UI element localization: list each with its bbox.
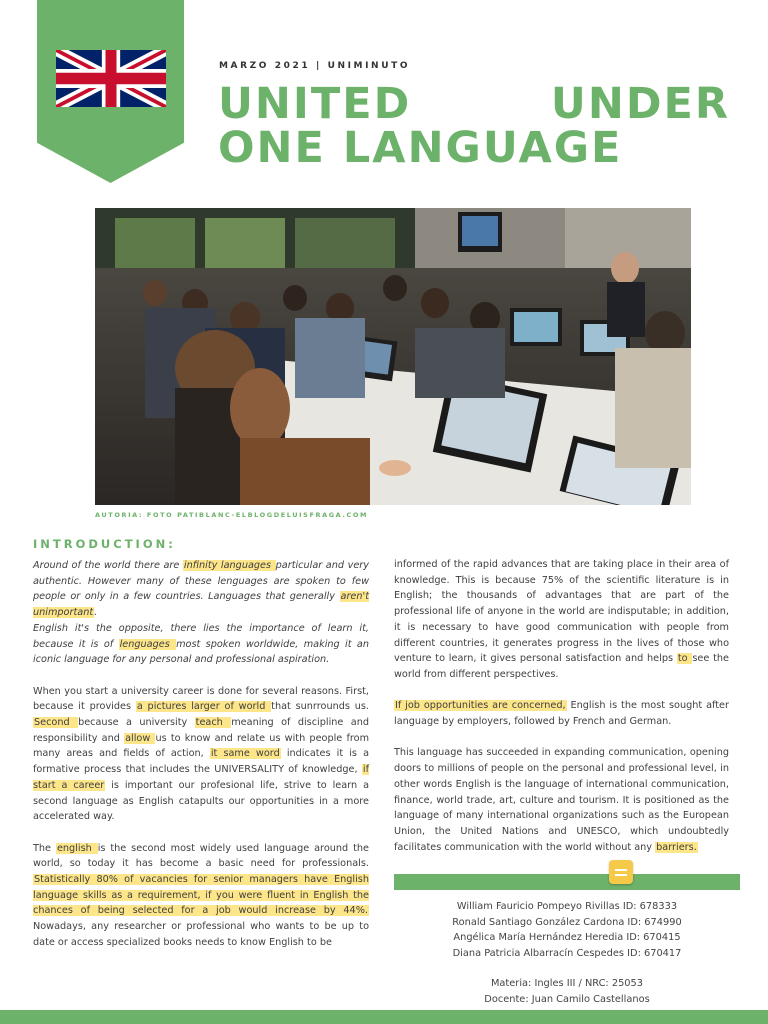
paragraph: Around of the world there are infinity languages particular and very authentic. However many of these lenguages are spoken to few people or only in a few countries. Languages that generally aren't unimportant. bbox=[33, 560, 369, 619]
date-line: MARZO 2021 | UNIMINUTO bbox=[219, 61, 411, 71]
course-docente: Docente: Juan Camilo Castellanos bbox=[484, 993, 650, 1005]
divider-bar bbox=[394, 874, 740, 890]
highlight: allow bbox=[125, 732, 155, 744]
introduction-heading: INTRODUCTION: bbox=[33, 537, 176, 551]
comment-note-icon[interactable] bbox=[609, 860, 633, 884]
paragraph: If job opportunities are concerned, English is the most sought after language by employers, followed by French and German. bbox=[394, 700, 729, 728]
highlight: If job opportunities are concerned, bbox=[395, 700, 566, 712]
course-materia: Materia: Ingles III / NRC: 25053 bbox=[490, 978, 644, 989]
course-info bbox=[394, 976, 740, 1007]
author: William Fauricio Pompeyo Rivillas ID: 678333 bbox=[456, 901, 678, 912]
uk-flag-icon bbox=[56, 50, 166, 107]
author: Angélica María Hernández Heredia ID: 670415 bbox=[453, 932, 681, 943]
left-column bbox=[33, 558, 369, 951]
photo-credit: AUTORIA: FOTO PATIBLANC-ELBLOGDELUISFRAGA.COM bbox=[95, 511, 369, 519]
highlight: Statistically 80% of vacancies for senior managers have English language skills as a requirement, if you were fluent in English the chances of being selected for a job would increase by 44%. bbox=[33, 874, 369, 917]
paragraph: informed of the rapid advances that are taking place in their area of knowledge. This is because 75% of the scientific literature is in English; the thousands of advantages that are part of the professional life of anyone in the world are indisputable; in addition, it is necessary to have good communication with people from different countries, it generates progress in the lives of those who venture to learn, it gives personal satisfaction and helps to see the world from different perspectives. bbox=[394, 559, 729, 680]
highlight: teach bbox=[195, 717, 231, 729]
author: Ronald Santiago González Cardona ID: 674990 bbox=[452, 916, 682, 928]
paragraph: When you start a university career is done for several reasons. First, because it provides a pictures larger of world that sunrrounds us. Second because a university teach meaning of discipline and responsibility and allow us to know and relate us with people from many areas and fields of action, it same word indicates it is a formative process that includes the UNIVERSALITY of knowledge, if start a career is important our profesional life, strive to learn a second language as English catapults our opportunities in a more accelerated way. bbox=[33, 685, 370, 823]
highlight: a pictures larger of world bbox=[136, 701, 271, 713]
highlight: aren't unimportant bbox=[33, 591, 369, 619]
highlight: to bbox=[677, 653, 692, 665]
highlight: english bbox=[56, 842, 97, 854]
footer-bar bbox=[0, 1010, 768, 1024]
highlight: Second bbox=[34, 717, 78, 729]
highlight: it same word bbox=[210, 748, 280, 760]
right-column bbox=[394, 557, 729, 855]
highlight: infinity languages bbox=[183, 560, 275, 571]
highlight: barriers. bbox=[656, 841, 697, 853]
highlight: lenguages bbox=[119, 638, 176, 650]
author: Diana Patricia Albarracín Cespedes ID: 670417 bbox=[452, 947, 682, 959]
paragraph: The english is the second most widely used language around the world, so today it has become a basic need for professionals. Statistically 80% of vacancies for senior managers have English language skills as a requirement, if you were fluent in English the chances of being selected for a job would increase by 44%. Nowadays, any researcher or professional who wants to be up to date or access specialized books needs to know English to be bbox=[33, 842, 369, 948]
authors-list bbox=[394, 899, 740, 961]
highlight: if start a career bbox=[33, 764, 369, 791]
classroom-photo bbox=[95, 208, 691, 505]
paragraph: English it's the opposite, there lies the importance of learn it, because it is of lenguages most spoken worldwide, making it an iconic language for any personal and professional aspiration. bbox=[33, 622, 369, 666]
paragraph: This language has succeeded in expanding communication, opening doors to millions of people on the personal and professional level, in other words English is the language of international communication, finance, world trade, art, culture and tourism. It is positioned as the language of many international organizations such as the European Union, the United Nations and UNESCO, which undoubtedly facilitates communication with the world without any barriers. bbox=[394, 747, 729, 853]
page-title: UNITED UNDER ONE LANGUAGE bbox=[218, 79, 730, 173]
